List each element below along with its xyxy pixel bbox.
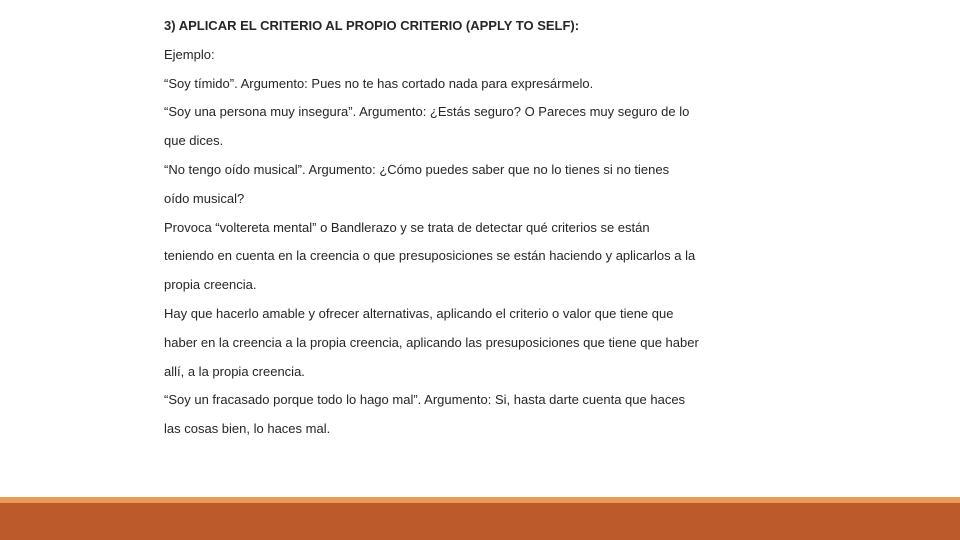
slide-heading: 3) APLICAR EL CRITERIO AL PROPIO CRITERIO (APPLY TO SELF): — [164, 18, 580, 33]
text-line: “Soy una persona muy insegura”. Argumento: ¿Estás seguro? O Pareces muy seguro de lo — [164, 104, 690, 120]
text-line: teniendo en cuenta en la creencia o que presuposiciones se están haciendo y aplicarlos a la — [164, 248, 696, 264]
text-line: haber en la creencia a la propia creencia, aplicando las presuposiciones que tiene que haber — [164, 334, 699, 350]
text-line: las cosas bien, lo haces mal. — [164, 421, 331, 437]
footer-accent-stripe — [0, 497, 960, 503]
text-line: propia creencia. — [164, 277, 257, 293]
slide-text-body — [164, 12, 774, 444]
text-line: oído musical? — [164, 190, 245, 206]
text-line: allí, a la propia creencia. — [164, 363, 305, 379]
text-line: “Soy un fracasado porque todo lo hago mal”. Argumento: Si, hasta darte cuenta que haces — [164, 392, 686, 408]
text-line: “Soy tímido”. Argumento: Pues no te has cortado nada para expresármelo. — [164, 75, 594, 91]
text-line: Ejemplo: — [164, 46, 215, 62]
text-line: “No tengo oído musical”. Argumento: ¿Cómo puedes saber que no lo tienes si no tienes — [164, 161, 670, 177]
text-line: Provoca “voltereta mental” o Bandlerazo y se trata de detectar qué criterios se están — [164, 219, 650, 235]
text-line: que dices. — [164, 133, 224, 149]
footer-bar — [0, 497, 960, 540]
text-line: Hay que hacerlo amable y ofrecer alternativas, aplicando el criterio o valor que tiene que — [164, 305, 674, 321]
